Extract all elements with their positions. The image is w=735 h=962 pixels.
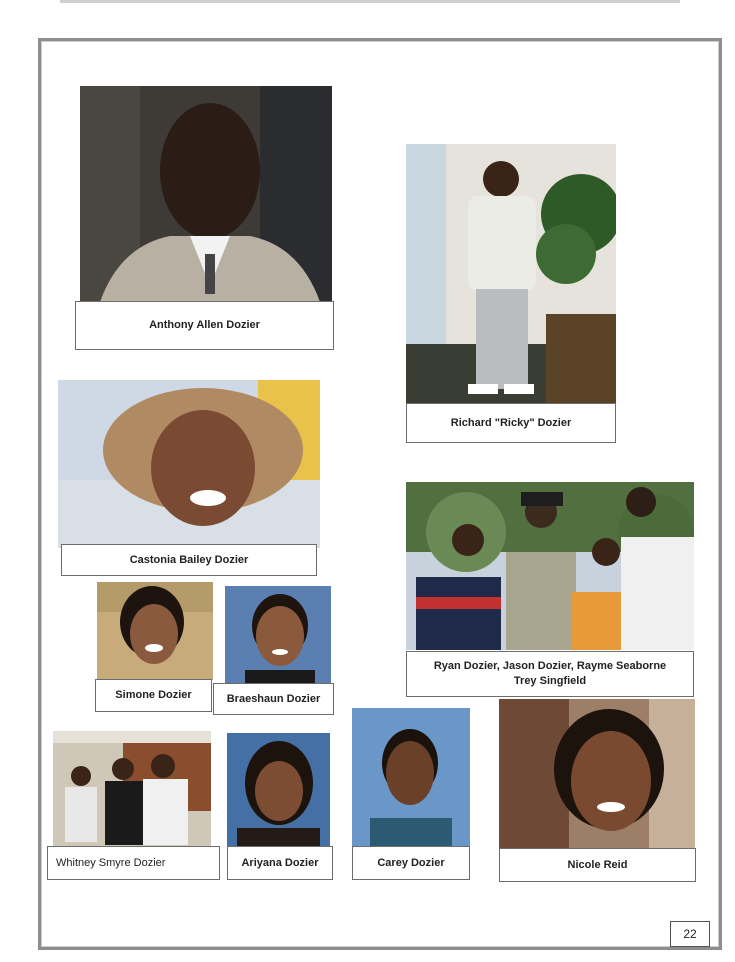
photo-nicole — [499, 699, 695, 849]
caption-richard: Richard "Ricky" Dozier — [406, 403, 616, 443]
caption-group — [406, 651, 694, 697]
photo-castonia — [58, 380, 320, 548]
caption-whitney: Whitney Smyre Dozier — [47, 846, 220, 880]
caption-braeshaun: Braeshaun Dozier — [213, 683, 334, 715]
photo-ariyana — [227, 733, 330, 848]
photo-simone — [97, 582, 213, 680]
photo-group — [406, 482, 694, 650]
photo-anthony — [80, 86, 332, 302]
photo-richard — [406, 144, 616, 404]
caption-simone: Simone Dozier — [95, 679, 212, 712]
caption-nicole: Nicole Reid — [499, 848, 696, 882]
caption-anthony: Anthony Allen Dozier — [75, 301, 334, 350]
photo-whitney — [53, 731, 211, 848]
scan-edge — [60, 0, 680, 3]
caption-group-line1: Ryan Dozier, Jason Dozier, Rayme Seaborne — [433, 660, 667, 673]
caption-carey: Carey Dozier — [352, 846, 470, 880]
caption-group-line2: Trey Singfield — [513, 675, 587, 687]
photo-carey — [352, 708, 470, 848]
caption-castonia: Castonia Bailey Dozier — [61, 544, 317, 576]
photo-braeshaun — [225, 586, 331, 684]
page-number: 22 — [670, 921, 710, 947]
caption-ariyana: Ariyana Dozier — [227, 846, 333, 880]
